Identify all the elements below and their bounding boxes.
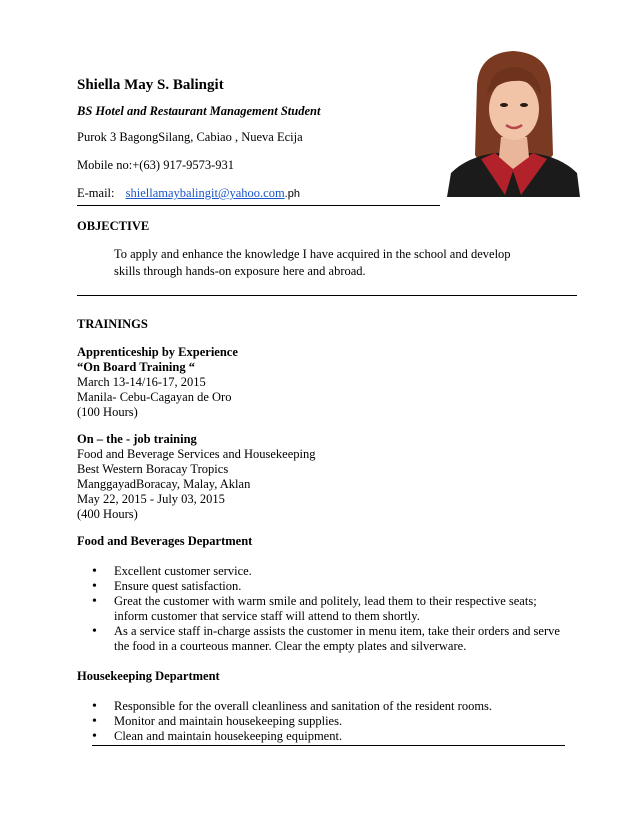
list-item: • Ensure quest satisfaction. bbox=[92, 579, 562, 594]
apprenticeship-dates: March 13-14/16-17, 2015 bbox=[77, 375, 206, 389]
list-item: • Clean and maintain housekeeping equipment. bbox=[92, 729, 562, 744]
ojt-hours: (400 Hours) bbox=[77, 507, 138, 521]
mobile-number: Mobile no:+(63) 917-9573-931 bbox=[77, 158, 235, 172]
ojt-program: Food and Beverage Services and Housekeeping bbox=[77, 447, 316, 461]
list-item: • Responsible for the overall cleanliness and sanitation of the resident rooms. bbox=[92, 699, 562, 714]
objective-line: To apply and enhance the knowledge I have acquired in the school and develop bbox=[114, 247, 511, 261]
list-item: • Monitor and maintain housekeeping supplies. bbox=[92, 714, 562, 729]
fnb-heading: Food and Beverages Department bbox=[77, 534, 253, 548]
email-link[interactable]: shiellamaybalingit@yahoo.com bbox=[125, 186, 285, 200]
apprenticeship-title: Apprenticeship by Experience bbox=[77, 345, 238, 359]
objective-line: skills through hands-on exposure here and abroad. bbox=[114, 264, 366, 278]
objective-divider bbox=[77, 295, 577, 296]
email-suffix: .ph bbox=[284, 188, 300, 200]
fnb-duties-list bbox=[92, 564, 562, 654]
list-item: • Excellent customer service. bbox=[92, 564, 562, 579]
ojt-location: ManggayadBoracay, Malay, Aklan bbox=[77, 477, 251, 491]
applicant-name: Shiella May S. Balingit bbox=[77, 77, 224, 93]
list-item: • Great the customer with warm smile and politely, lead them to their respective seats; inform customer that service staff will attend to them shortly. bbox=[92, 594, 562, 624]
housekeeping-divider bbox=[92, 745, 565, 746]
objective-heading: OBJECTIVE bbox=[77, 219, 150, 233]
housekeeping-heading: Housekeeping Department bbox=[77, 669, 220, 683]
ojt-title: On – the - job training bbox=[77, 432, 197, 446]
apprenticeship-block bbox=[77, 345, 238, 420]
ojt-block bbox=[77, 432, 315, 522]
list-item: • As a service staff in-charge assists the customer in menu item, take their orders and serve the food in a courteous manner. Clear the empty plates and silverware. bbox=[92, 624, 562, 654]
address: Purok 3 BagongSilang, Cabiao , Nueva Ecija bbox=[77, 130, 303, 144]
housekeeping-duties-list bbox=[92, 699, 562, 744]
apprenticeship-subtitle: “On Board Training “ bbox=[77, 360, 195, 374]
ojt-company: Best Western Boracay Tropics bbox=[77, 462, 229, 476]
email-row bbox=[77, 186, 300, 201]
apprenticeship-place: Manila- Cebu-Cagayan de Oro bbox=[77, 390, 232, 404]
applicant-title: BS Hotel and Restaurant Management Student bbox=[77, 104, 321, 118]
ojt-dates: May 22, 2015 - July 03, 2015 bbox=[77, 492, 225, 506]
objective-text bbox=[114, 246, 511, 280]
apprenticeship-hours: (100 Hours) bbox=[77, 405, 138, 419]
applicant-photo bbox=[447, 45, 580, 197]
trainings-heading: TRAININGS bbox=[77, 317, 148, 331]
email-label: E-mail: bbox=[77, 186, 115, 200]
header-divider bbox=[77, 205, 440, 206]
